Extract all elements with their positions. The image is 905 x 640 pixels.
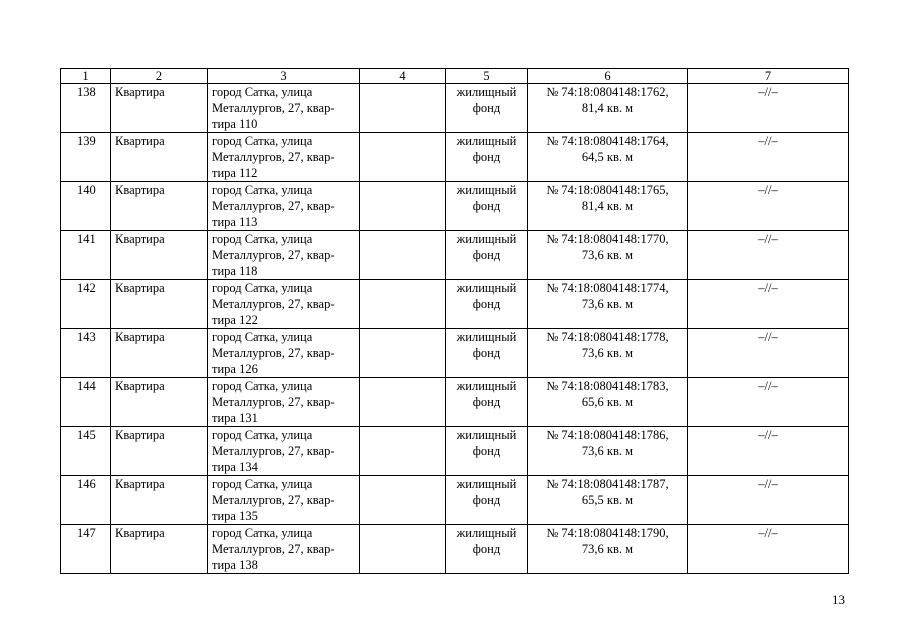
cell-address-line: город Сатка, улица: [212, 330, 313, 344]
cell-fund-line: фонд: [472, 542, 501, 556]
cell-address-line: тира 112: [212, 166, 258, 180]
cell-address-line: тира 118: [212, 264, 258, 278]
cell-number: [61, 525, 111, 574]
cell-ditto-line: –//–: [758, 183, 778, 197]
cell-number-line: 141: [77, 232, 96, 246]
cell-address-line: город Сатка, улица: [212, 428, 313, 442]
cell-ditto-line: –//–: [758, 85, 778, 99]
cell-fund: [446, 231, 528, 280]
cell-address-line: Металлургов, 27, квар-: [212, 150, 335, 164]
cell-object-type-line: Квартира: [115, 134, 165, 148]
cell-address: [208, 378, 360, 427]
cell-address-line: город Сатка, улица: [212, 526, 313, 540]
table-row: [61, 280, 849, 329]
cell-address-line: Металлургов, 27, квар-: [212, 248, 335, 262]
cell-address: [208, 525, 360, 574]
cell-fund-line: жилищный: [456, 379, 517, 393]
table-row: [61, 329, 849, 378]
cell-cadastral-line: № 74:18:0804148:1774,: [546, 281, 669, 295]
table-row: [61, 182, 849, 231]
cell-number-line: 145: [77, 428, 96, 442]
cell-cadastral-line: 81,4 кв. м: [581, 199, 634, 213]
cell-object-type: [111, 378, 208, 427]
cell-cadastral: [528, 182, 688, 231]
cell-cadastral: [528, 280, 688, 329]
cell-fund: [446, 84, 528, 133]
cell-fund-line: фонд: [472, 395, 501, 409]
property-table: [60, 68, 849, 574]
cell-cadastral-line: 81,4 кв. м: [581, 101, 634, 115]
cell-fund-line: жилищный: [456, 281, 517, 295]
cell-address-line: город Сатка, улица: [212, 379, 313, 393]
table-row: [61, 84, 849, 133]
cell-address-line: тира 131: [212, 411, 258, 425]
cell-fund-line: жилищный: [456, 85, 517, 99]
cell-cadastral-line: 64,5 кв. м: [581, 150, 634, 164]
cell-col4: [360, 476, 446, 525]
cell-object-type: [111, 182, 208, 231]
cell-fund: [446, 182, 528, 231]
cell-object-type-line: Квартира: [115, 281, 165, 295]
cell-fund-line: фонд: [472, 444, 501, 458]
cell-number-line: 144: [77, 379, 96, 393]
cell-cadastral-line: 73,6 кв. м: [581, 346, 634, 360]
cell-fund: [446, 329, 528, 378]
cell-object-type: [111, 476, 208, 525]
cell-fund: [446, 378, 528, 427]
cell-cadastral-line: № 74:18:0804148:1764,: [546, 134, 669, 148]
cell-object-type-line: Квартира: [115, 183, 165, 197]
cell-fund-line: жилищный: [456, 330, 517, 344]
cell-col4: [360, 329, 446, 378]
cell-cadastral: [528, 133, 688, 182]
cell-fund: [446, 427, 528, 476]
cell-address-line: город Сатка, улица: [212, 134, 313, 148]
cell-ditto: [688, 84, 849, 133]
cell-ditto: [688, 329, 849, 378]
cell-address-line: город Сатка, улица: [212, 477, 313, 491]
cell-col4: [360, 133, 446, 182]
cell-ditto-line: –//–: [758, 281, 778, 295]
cell-cadastral-line: № 74:18:0804148:1770,: [546, 232, 669, 246]
cell-address-line: Металлургов, 27, квар-: [212, 444, 335, 458]
cell-ditto-line: –//–: [758, 526, 778, 540]
cell-address: [208, 476, 360, 525]
cell-fund-line: жилищный: [456, 183, 517, 197]
cell-number: [61, 476, 111, 525]
column-header-3: 3: [208, 69, 360, 84]
cell-cadastral-line: № 74:18:0804148:1778,: [546, 330, 669, 344]
cell-ditto-line: –//–: [758, 379, 778, 393]
cell-object-type: [111, 133, 208, 182]
cell-address-line: Металлургов, 27, квар-: [212, 542, 335, 556]
cell-fund: [446, 133, 528, 182]
cell-fund: [446, 476, 528, 525]
table-row: [61, 231, 849, 280]
cell-fund-line: жилищный: [456, 134, 517, 148]
cell-object-type: [111, 427, 208, 476]
cell-cadastral-line: № 74:18:0804148:1790,: [546, 526, 669, 540]
cell-address-line: тира 113: [212, 215, 258, 229]
cell-address: [208, 280, 360, 329]
page-number: 13: [832, 592, 845, 607]
cell-address-line: тира 138: [212, 558, 258, 572]
table-row: [61, 525, 849, 574]
cell-object-type-line: Квартира: [115, 477, 165, 491]
cell-ditto: [688, 427, 849, 476]
cell-cadastral: [528, 525, 688, 574]
cell-address-line: Металлургов, 27, квар-: [212, 493, 335, 507]
cell-cadastral: [528, 84, 688, 133]
table-row: [61, 427, 849, 476]
cell-cadastral-line: № 74:18:0804148:1786,: [546, 428, 669, 442]
cell-address: [208, 182, 360, 231]
cell-cadastral-line: 73,6 кв. м: [581, 444, 634, 458]
cell-fund-line: фонд: [472, 150, 501, 164]
cell-cadastral: [528, 329, 688, 378]
cell-cadastral-line: № 74:18:0804148:1783,: [546, 379, 669, 393]
cell-fund-line: фонд: [472, 297, 501, 311]
column-header-5: 5: [446, 69, 528, 84]
cell-address-line: тира 122: [212, 313, 258, 327]
cell-number-line: 147: [77, 526, 96, 540]
cell-object-type: [111, 84, 208, 133]
table-row: [61, 378, 849, 427]
cell-number: [61, 329, 111, 378]
cell-number: [61, 378, 111, 427]
cell-number: [61, 231, 111, 280]
cell-ditto: [688, 378, 849, 427]
cell-col4: [360, 525, 446, 574]
cell-cadastral: [528, 378, 688, 427]
cell-object-type-line: Квартира: [115, 526, 165, 540]
table-row: [61, 476, 849, 525]
cell-ditto: [688, 525, 849, 574]
cell-cadastral: [528, 427, 688, 476]
cell-address-line: тира 110: [212, 117, 258, 131]
cell-fund: [446, 525, 528, 574]
cell-address-line: тира 134: [212, 460, 258, 474]
cell-address-line: город Сатка, улица: [212, 85, 313, 99]
cell-cadastral: [528, 476, 688, 525]
cell-cadastral-line: 65,6 кв. м: [581, 395, 634, 409]
cell-object-type-line: Квартира: [115, 428, 165, 442]
cell-object-type-line: Квартира: [115, 379, 165, 393]
cell-cadastral-line: № 74:18:0804148:1762,: [546, 85, 669, 99]
cell-ditto: [688, 280, 849, 329]
cell-ditto-line: –//–: [758, 134, 778, 148]
cell-number-line: 146: [77, 477, 96, 491]
cell-cadastral: [528, 231, 688, 280]
cell-address: [208, 84, 360, 133]
cell-fund-line: фонд: [472, 248, 501, 262]
cell-cadastral-line: 73,6 кв. м: [581, 248, 634, 262]
cell-ditto: [688, 231, 849, 280]
cell-address: [208, 427, 360, 476]
cell-number: [61, 182, 111, 231]
cell-col4: [360, 84, 446, 133]
cell-ditto: [688, 182, 849, 231]
cell-cadastral-line: № 74:18:0804148:1765,: [546, 183, 669, 197]
cell-number: [61, 133, 111, 182]
cell-address-line: тира 126: [212, 362, 258, 376]
cell-address: [208, 133, 360, 182]
cell-fund-line: жилищный: [456, 477, 517, 491]
cell-fund: [446, 280, 528, 329]
cell-address-line: тира 135: [212, 509, 258, 523]
cell-object-type-line: Квартира: [115, 85, 165, 99]
cell-number-line: 140: [77, 183, 96, 197]
cell-address-line: город Сатка, улица: [212, 183, 313, 197]
table-row: [61, 133, 849, 182]
cell-object-type: [111, 280, 208, 329]
cell-address-line: Металлургов, 27, квар-: [212, 199, 335, 213]
column-header-4: 4: [360, 69, 446, 84]
cell-fund-line: жилищный: [456, 232, 517, 246]
cell-ditto-line: –//–: [758, 232, 778, 246]
cell-object-type: [111, 231, 208, 280]
cell-fund-line: фонд: [472, 493, 501, 507]
cell-ditto: [688, 133, 849, 182]
cell-fund-line: фонд: [472, 346, 501, 360]
cell-object-type-line: Квартира: [115, 330, 165, 344]
cell-object-type-line: Квартира: [115, 232, 165, 246]
column-header-1: 1: [61, 69, 111, 84]
cell-ditto-line: –//–: [758, 428, 778, 442]
column-header-2: 2: [111, 69, 208, 84]
cell-address-line: Металлургов, 27, квар-: [212, 101, 335, 115]
cell-col4: [360, 378, 446, 427]
column-header-7: 7: [688, 69, 849, 84]
cell-ditto: [688, 476, 849, 525]
cell-object-type: [111, 329, 208, 378]
cell-object-type: [111, 525, 208, 574]
cell-ditto-line: –//–: [758, 330, 778, 344]
table-header-row: [61, 69, 849, 84]
cell-col4: [360, 182, 446, 231]
cell-number-line: 143: [77, 330, 96, 344]
cell-address-line: город Сатка, улица: [212, 281, 313, 295]
cell-address: [208, 231, 360, 280]
cell-cadastral-line: 65,5 кв. м: [581, 493, 634, 507]
cell-address-line: Металлургов, 27, квар-: [212, 297, 335, 311]
cell-fund-line: фонд: [472, 101, 501, 115]
cell-address-line: Металлургов, 27, квар-: [212, 395, 335, 409]
cell-number-line: 142: [77, 281, 96, 295]
cell-address-line: Металлургов, 27, квар-: [212, 346, 335, 360]
cell-number-line: 139: [77, 134, 96, 148]
cell-col4: [360, 231, 446, 280]
cell-ditto-line: –//–: [758, 477, 778, 491]
cell-fund-line: жилищный: [456, 428, 517, 442]
cell-fund-line: фонд: [472, 199, 501, 213]
cell-number-line: 138: [77, 85, 96, 99]
cell-number: [61, 427, 111, 476]
cell-address-line: город Сатка, улица: [212, 232, 313, 246]
cell-address: [208, 329, 360, 378]
cell-col4: [360, 280, 446, 329]
cell-number: [61, 280, 111, 329]
cell-cadastral-line: 73,6 кв. м: [581, 542, 634, 556]
column-header-6: 6: [528, 69, 688, 84]
cell-col4: [360, 427, 446, 476]
cell-cadastral-line: 73,6 кв. м: [581, 297, 634, 311]
cell-fund-line: жилищный: [456, 526, 517, 540]
cell-number: [61, 84, 111, 133]
cell-cadastral-line: № 74:18:0804148:1787,: [546, 477, 669, 491]
